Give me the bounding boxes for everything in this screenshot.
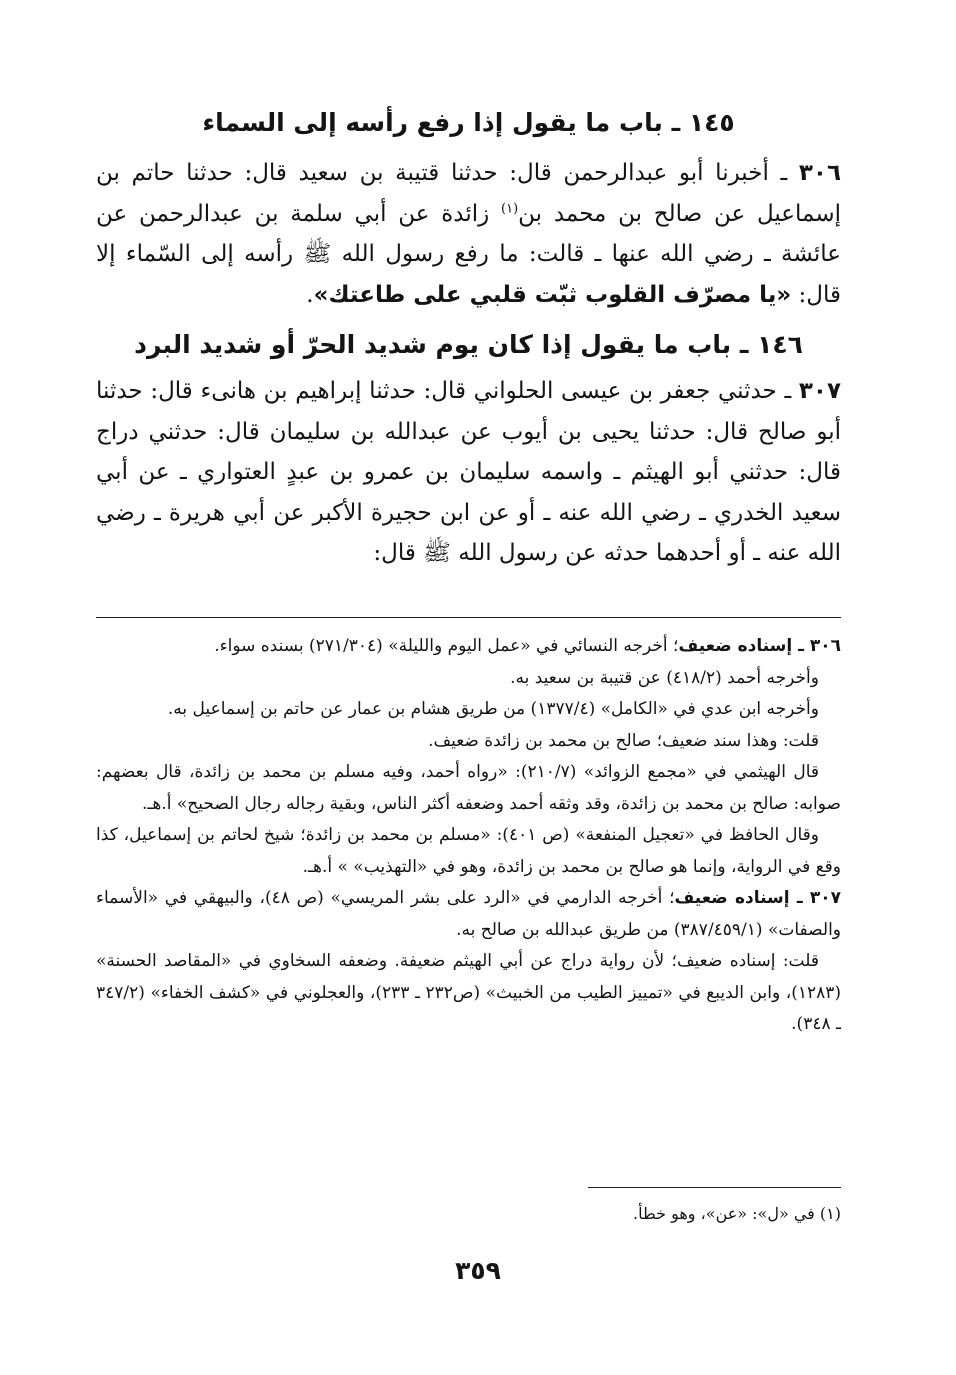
- footnote-divider: [588, 1187, 841, 1188]
- notes-divider: [96, 617, 841, 618]
- hadith-307: ٣٠٧ ـ حدثني جعفر بن عيسى الحلواني قال: حدثنا إبراهيم بن هانىء قال: حدثنا أبو صالح قال: حدثنا يحيى بن أيوب عن عبدالله بن سليمان قال: حدثني دراج قال: حدثني أبو الهيثم ـ واسمه سليمان بن عمرو بن عبدٍ العتواري ـ عن أبي سعيد الخدري ـ رضي الله عنه ـ أو عن ابن حجيرة الأكبر عن أبي هريرة ـ رضي الله عنه ـ أو أحدهما حدثه عن رسول الله ﷺ قال:: [96, 378, 841, 566]
- note-306-p2: وأخرجه أحمد (٤١٨/٢) عن قتيبة بن سعيد به.: [510, 667, 819, 688]
- hadith-quote: «يا مصرّف القلوب ثبّت قلبي على طاعتك»: [313, 281, 792, 308]
- note-306-p4: قلت: وهذا سند ضعيف؛ صالح بن محمد بن زائدة ضعيف.: [428, 730, 819, 751]
- note-306-p3: وأخرجه ابن عدي في «الكامل» (١٣٧٧/٤) من طريق هشام بن عمار عن حاتم بن إسماعيل به.: [167, 699, 819, 719]
- note-306: ٣٠٦ ـ إسناده ضعيف؛ أخرجه النسائي في «عمل اليوم والليلة» (٢٧١/٣٠٤) بسنده سواء.: [214, 636, 841, 656]
- note-306-p6: وقال الحافظ في «تعجيل المنفعة» (ص ٤٠١): «مسلم بن محمد بن زائدة؛ شيخ لحاتم بن إسماعيل، كذا وقع في الرواية، وإنما هو صالح بن محمد بن زائدة، وهو في «التهذيب» » أ.هـ.: [96, 825, 841, 877]
- note-307: ٣٠٧ ـ إسناده ضعيف؛ أخرجه الدارمي في «الرد على بشر المريسي» (ص ٤٨)، والبيهقي في «الأسماء والصفات» (٣٨٧/٤٥٩/١) من طريق عبدالله بن صالح به.: [96, 888, 842, 940]
- note-306-p5: قال الهيثمي في «مجمع الزوائد» (٢١٠/٧): «رواه أحمد، وفيه مسلم بن محمد بن زائدة، قال بعضهم: صوابه: صالح بن محمد بن زائدة، وقد وثقه أحمد وضعفه أكثر الناس، وبقية رجاله رجال الصحيح» أ.هـ.: [96, 762, 841, 814]
- note-307-p2: قلت: إسناده ضعيف؛ لأن رواية دراج عن أبي الهيثم ضعيفة. وضعفه السخاوي في «المقاصد الحسنة» (١٢٨٣)، وابن الديبع في «تمييز الطيب من الخبيث» (ص٢٣٢ ـ ٢٣٣)، والعجلوني في «كشف الخفاء» (٣٤٧/٢ ـ ٣٤٨).: [96, 951, 841, 1034]
- footnotes: [96, 1200, 841, 1228]
- chapter-heading-146: ١٤٦ ـ باب ما يقول إذا كان يوم شديد الحرّ أو شديد البرد: [134, 330, 803, 359]
- hadith-number: ٣٠٦: [798, 160, 841, 186]
- hadith-306: ٣٠٦ ـ أخبرنا أبو عبدالرحمن قال: حدثنا قتيبة بن سعيد قال: حدثنا حاتم بن إسماعيل عن صالح بن محمد بن$^{(١)}$ زائدة عن أبي سلمة بن عبدالرحمن عن عائشة ـ رضي الله عنها ـ قالت: ما رفع رسول الله ﷺ رأسه إلى السّماء إلا قال: «يا مصرّف القلوب ثبّت قلبي على طاعتك».: [96, 160, 841, 308]
- commentary-notes: [96, 631, 841, 1041]
- main-text: [96, 103, 841, 574]
- footnote-1: (١) في «ل»: «عن»، وهو خطأ.: [633, 1204, 841, 1223]
- page-number: ٣٥٩: [455, 1256, 501, 1285]
- chapter-heading-145: ١٤٥ ـ باب ما يقول إذا رفع رأسه إلى السماء: [202, 108, 735, 137]
- hadith-number: ٣٠٧: [798, 378, 841, 404]
- footnote-ref[interactable]: (١): [501, 200, 519, 216]
